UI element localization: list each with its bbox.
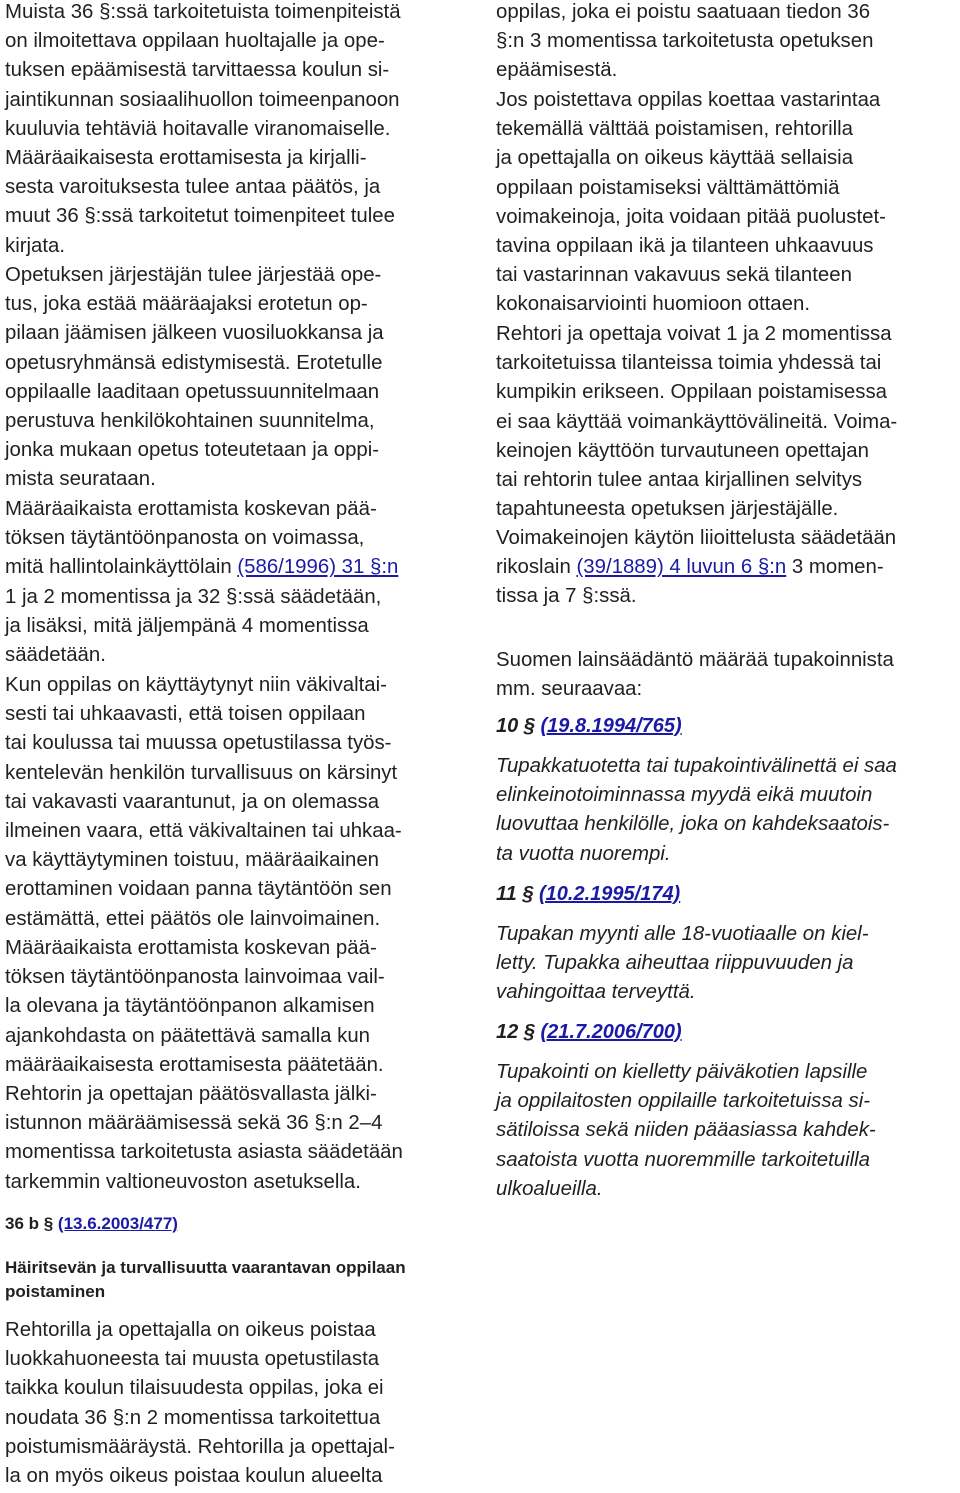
paragraph: Rehtorilla ja opettajalla on oikeus poistaa luokkahuoneesta tai muusta opetustilasta taikka koulun tilaisuudesta oppilas, joka ei noudata 36 §:n 2 momentissa tarkoitettua poistumismääräystä. Rehtorilla ja opettajal- la on myös oikeus poistaa koulun alueelta — [5, 1319, 395, 1488]
law-reference-link[interactable]: (586/1996) 31 §:n — [237, 556, 399, 579]
text: Voimakeinojen käytön liioittelusta säädetään rikoslain — [496, 527, 897, 579]
text: 1 ja 2 momentissa ja 32 §:ssä säädetään, ja lisäksi, mitä jäljempänä 4 momentissa säädetään. — [5, 585, 382, 667]
section-label: 10 § — [496, 715, 541, 737]
paragraph: Tupakkatuotetta tai tupakointivälinettä ei saa elinkeinotoiminnassa myydä eikä muutoin luovuttaa henkilölle, joka on kahdeksaatois- ta vuotta nuorempi. — [496, 755, 897, 865]
text: Määräaikaista erottamista koskevan pää- töksen täytäntöönpanosta on voimassa, mitä hallintolainkäyttölain — [5, 498, 377, 579]
paragraph: Määräaikaisesta erottamisesta ja kirjalli- sesta varoituksesta tulee antaa päätös, ja muut 36 §:ssä tarkoitetut toimenpiteet tulee kirjata. — [5, 147, 395, 257]
section-reference-link[interactable]: (19.8.1994/765) — [540, 715, 682, 737]
paragraph — [496, 524, 958, 612]
section-number — [496, 712, 682, 740]
section-reference-link[interactable]: (21.7.2006/700) — [540, 1021, 682, 1043]
section-number — [5, 1212, 178, 1236]
section-label: 11 § — [496, 883, 539, 905]
paragraph: Muista 36 §:ssä tarkoitetuista toimenpiteistä on ilmoitettava oppilaan huoltajalle ja ope- tuksen epäämisestä tarvittaessa koulun si- jaintikunnan sosiaalihuollon toimeenpanoon kuuluvia tehtäviä hoitavalle viranomaiselle. — [5, 1, 401, 140]
paragraph: Opetuksen järjestäjän tulee järjestää ope- tus, joka estää määräajaksi erotetun op- pilaan jäämisen jälkeen vuosiluokkansa ja opetusryhmänsä edistymisestä. Erotetulle oppilaalle laaditaan opetussuunnitelmaan perustuva henkilökohtainen suunnitelma, jonka mukaan opetus toteutetaan ja oppi- mista seurataan. — [5, 264, 384, 491]
paragraph: Määräaikaista erottamista koskevan pää- töksen täytäntöönpanosta lainvoimaa vail- la olevana ja täytäntöönpanon alkamisen ajankohdasta on päätettävä samalla kun määräaikaisesta erottamisesta päätetään. — [5, 937, 385, 1076]
section-number — [496, 880, 680, 908]
section-title: Häiritsevän ja turvallisuutta vaarantavan oppilaan poistaminen — [5, 1258, 406, 1301]
paragraph — [5, 495, 470, 670]
section-number — [496, 1018, 682, 1046]
paragraph: Rehtorin ja opettajan päätösvallasta jälki- istunnon määräämisessä sekä 36 §:n 2–4 momentissa tarkoitetusta asiasta säädetään tarkemmin valtioneuvoston asetuksella. — [5, 1083, 403, 1193]
section-label: 12 § — [496, 1021, 541, 1043]
section-reference-link[interactable]: (13.6.2003/477) — [57, 1214, 178, 1233]
paragraph: Kun oppilas on käyttäytynyt niin väkivaltai- sesti tai uhkaavasti, että toisen oppilaan tai koulussa tai muussa opetustilassa työs- kentelevän henkilön turvallisuus on kärsinyt tai vakavasti vaarantunut, ja on olemassa ilmeinen vaara, että väkivaltainen tai uhkaa- va käyttäytyminen toistuu, määräaikainen erottaminen voidaan panna täytäntöön sen estämättä, ettei päätös ole lainvoimainen. — [5, 674, 402, 930]
paragraph: Rehtori ja opettaja voivat 1 ja 2 momentissa tarkoitetuissa tilanteissa toimia yhdessä tai kumpikin erikseen. Oppilaan poistamisessa ei saa käyttää voimankäyttövälineitä. Voima- keinojen käyttöön turvautuneen opettajan tai rehtorin tulee antaa kirjallinen selvitys tapahtuneesta opetuksen järjestäjälle. — [496, 323, 898, 521]
paragraph: Suomen lainsäädäntö määrää tupakoinnista mm. seuraavaa: — [496, 649, 894, 701]
paragraph: Tupakointi on kielletty päiväkotien lapsille ja oppilaitosten oppilaille tarkoitetuissa si- sätiloissa sekä niiden pääasiassa kahdek- saatoista vuotta nuoremmille tarkoitetuilla ulkoalueilla. — [496, 1061, 876, 1200]
paragraph: oppilas, joka ei poistu saatuaan tiedon 36 §:n 3 momentissa tarkoitetusta opetuksen epäämisestä. — [496, 1, 874, 82]
section-reference-link[interactable]: (10.2.1995/174) — [539, 883, 681, 905]
paragraph: Jos poistettava oppilas koettaa vastarintaa tekemällä välttää poistamisen, rehtorilla ja opettajalla on oikeus käyttää sellaisia oppilaan poistamiseksi välttämättömiä voimakeinoja, joita voidaan pitää puolustet- tavina oppilaan ikä ja tilanteen uhkaavuus tai vastarinnan vakavuus sekä tilanteen kokonaisarviointi huomioon ottaen. — [496, 89, 886, 316]
law-reference-link[interactable]: (39/1889) 4 luvun 6 §:n — [576, 556, 787, 579]
section-label: 36 b § — [5, 1214, 58, 1233]
text: 3 momen- tissa ja 7 §:ssä. — [496, 556, 884, 608]
paragraph: Tupakan myynti alle 18-vuotiaalle on kiel- letty. Tupakka aiheuttaa riippuvuuden ja vahingoittaa terveyttä. — [496, 923, 869, 1004]
